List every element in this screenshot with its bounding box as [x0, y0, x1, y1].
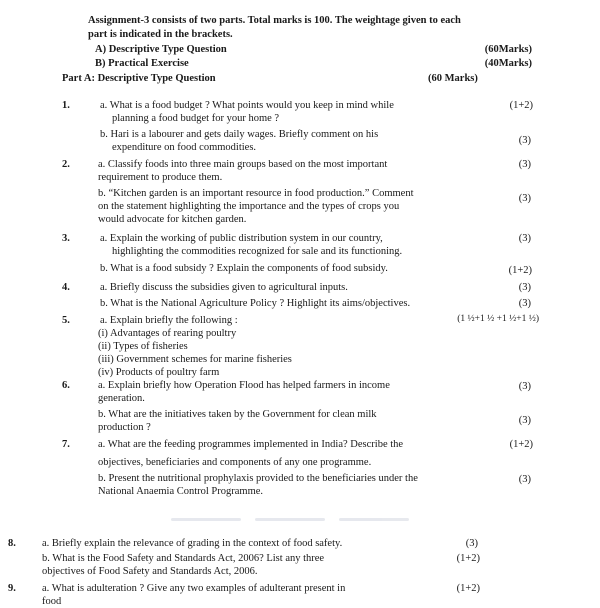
- part-b-marks: (40Marks): [484, 58, 532, 69]
- question-text: National Anaemia Control Programme.: [98, 486, 264, 497]
- question-text: b. What is a food subsidy ? Explain the components of food subsidy.: [100, 263, 388, 274]
- question-marks: (3): [518, 474, 531, 485]
- question-marks: (3): [518, 415, 531, 426]
- question-text: requirement to produce them.: [98, 172, 223, 183]
- question-marks: (3): [518, 233, 531, 244]
- question-number: 5.: [62, 315, 70, 326]
- question-marks: (3): [518, 193, 531, 204]
- question-text: expenditure on food commodities.: [112, 142, 257, 153]
- question-number: 4.: [62, 282, 70, 293]
- question-marks: (1 ½+1 ½ +1 ½+1 ½): [457, 314, 539, 324]
- question-text: objectives of Food Safety and Standards Act, 2006.: [42, 566, 258, 577]
- part-a-marks: (60Marks): [484, 44, 532, 55]
- section-marks: (60 Marks): [428, 73, 478, 84]
- question-number: 9.: [8, 583, 16, 594]
- question-text: a. Explain briefly how Operation Flood has helped farmers in income: [98, 380, 390, 391]
- question-marks: (1+2): [456, 553, 480, 564]
- question-text: a. What is a food budget ? What points would you keep in mind while: [100, 100, 394, 111]
- question-text: b. What is the National Agriculture Policy ? Highlight its aims/objectives.: [100, 298, 411, 309]
- question-marks: (3): [518, 298, 531, 309]
- question-text: a. Explain the working of public distribution system in our country,: [100, 233, 383, 244]
- sub-item: (iii) Government schemes for marine fisheries: [98, 354, 292, 365]
- sub-item: (iv) Products of poultry farm: [98, 367, 220, 378]
- question-text: generation.: [98, 393, 145, 404]
- question-text: planning a food budget for your home ?: [112, 113, 280, 124]
- question-text: b. What are the initiatives taken by the Government for clean milk: [98, 409, 377, 420]
- question-number: 2.: [62, 159, 70, 170]
- question-text: highlighting the commodities recognized for sale and its functioning.: [112, 246, 403, 257]
- sub-item: (i) Advantages of rearing poultry: [98, 328, 237, 339]
- question-text: b. Present the nutritional prophylaxis provided to the beneficiaries under the: [98, 473, 418, 484]
- question-marks: (3): [518, 381, 531, 392]
- question-text: a. What are the feeding programmes implemented in India? Describe the: [98, 439, 404, 450]
- question-text: a. Briefly discuss the subsidies given to agricultural inputs.: [100, 282, 348, 293]
- question-number: 6.: [62, 380, 70, 391]
- question-text: objectives, beneficiaries and components of any one programme.: [98, 457, 372, 468]
- question-marks: (3): [518, 135, 531, 146]
- part-a-label: A) Descriptive Type Question: [95, 44, 227, 55]
- question-marks: (3): [518, 282, 531, 293]
- question-marks: (3): [465, 538, 478, 549]
- assignment-intro-line2: part is indicated in the brackets.: [88, 29, 233, 40]
- question-text: a. Classify foods into three main groups based on the most important: [98, 159, 388, 170]
- assignment-intro-line1: Assignment-3 consists of two parts. Total marks is 100. The weightage given to each: [88, 15, 461, 26]
- part-b-label: B) Practical Exercise: [95, 58, 189, 69]
- question-marks: (1+2): [508, 265, 532, 276]
- sub-item: (ii) Types of fisheries: [98, 341, 188, 352]
- question-text: would advocate for kitchen garden.: [98, 214, 247, 225]
- section-title: Part A: Descriptive Type Question: [62, 73, 216, 84]
- question-marks: (1+2): [456, 583, 480, 594]
- question-marks: (1+2): [509, 100, 533, 111]
- question-text: food: [42, 596, 62, 607]
- question-marks: (3): [518, 159, 531, 170]
- question-text: b. Hari is a labourer and gets daily wages. Briefly comment on his: [100, 129, 379, 140]
- question-marks: (1+2): [509, 439, 533, 450]
- question-number: 1.: [62, 100, 70, 111]
- question-text: production ?: [98, 422, 151, 433]
- question-text: a. Explain briefly the following :: [100, 315, 238, 326]
- question-number: 8.: [8, 538, 16, 549]
- question-text: on the statement highlighting the importance and the types of crops you: [98, 201, 400, 212]
- question-number: 3.: [62, 233, 70, 244]
- question-text: a. What is adulteration ? Give any two examples of adulterant present in: [42, 583, 346, 594]
- question-text: b. “Kitchen garden is an important resource in food production.” Comment: [98, 188, 414, 199]
- question-text: b. What is the Food Safety and Standards Act, 2006? List any three: [42, 553, 325, 564]
- question-text: a. Briefly explain the relevance of grading in the context of food safety.: [42, 538, 343, 549]
- page-divider: [140, 518, 440, 522]
- question-number: 7.: [62, 439, 70, 450]
